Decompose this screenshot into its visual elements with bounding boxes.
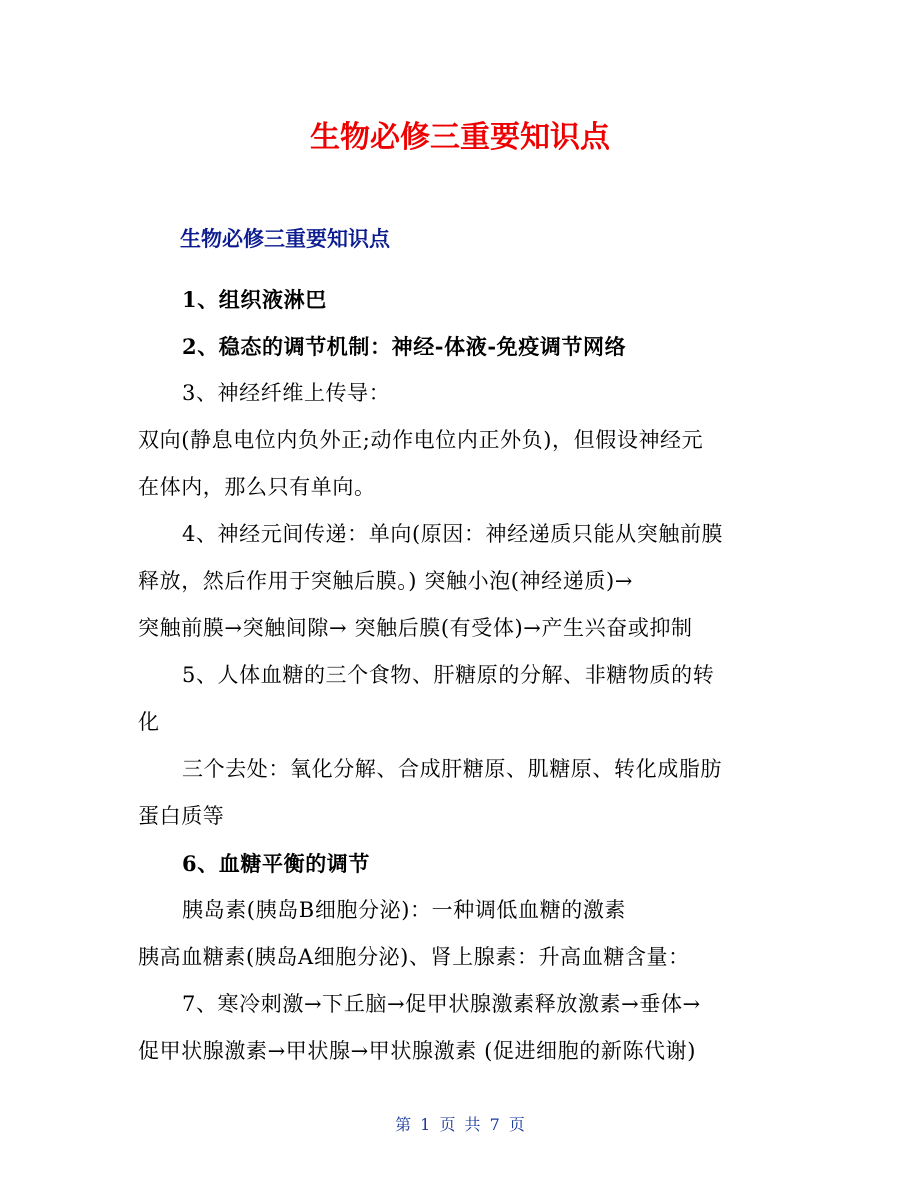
point-5-line-1: 5、人体血糖的三个食物、肝糖原的分解、非糖物质的转 <box>182 663 715 687</box>
point-7-line-2: 促甲状腺激素→甲状腺→甲状腺激素 (促进细胞的新陈代谢) <box>138 1039 697 1063</box>
point-3-line-2: 在体内，那么只有单向。 <box>138 475 376 499</box>
point-4-line-2: 释放，然后作用于突触后膜。) 突触小泡(神经递质)→ <box>138 569 633 593</box>
point-3-heading: 3、神经纤维上传导： <box>182 381 391 405</box>
point-5-line-3: 三个去处：氧化分解、合成肝糖原、肌糖原、转化成脂肪 <box>182 757 722 781</box>
point-4-line-3: 突触前膜→突触间隙→ 突触后膜(有受体)→产生兴奋或抑制 <box>138 616 693 640</box>
point-6-line-2: 胰高血糖素(胰岛A细胞分泌)、肾上腺素：升高血糖含量： <box>138 945 690 969</box>
point-3-line-1: 双向(静息电位内负外正;动作电位内正外负)，但假设神经元 <box>138 428 704 452</box>
document-body <box>138 276 788 1075</box>
point-1: 1、组织液淋巴 <box>182 287 327 312</box>
point-5-line-4: 蛋白质等 <box>138 804 225 828</box>
point-6-line-1: 胰岛素(胰岛B细胞分泌)：一种调低血糖的激素 <box>182 898 627 922</box>
point-4-line-1: 4、神经元间传递：单向(原因：神经递质只能从突触前膜 <box>182 522 724 546</box>
point-5-line-2: 化 <box>138 710 160 734</box>
point-7-line-1: 7、寒冷刺激→下丘脑→促甲状腺激素释放激素→垂体→ <box>182 992 701 1016</box>
document-subtitle: 生物必修三重要知识点 <box>180 227 390 251</box>
document-title: 生物必修三重要知识点 <box>310 120 610 155</box>
page-number: 第 1 页 共 7 页 <box>395 1115 525 1134</box>
point-6-heading: 6、血糖平衡的调节 <box>182 851 371 876</box>
point-2: 2、稳态的调节机制：神经-体液-免疫调节网络 <box>182 334 627 359</box>
